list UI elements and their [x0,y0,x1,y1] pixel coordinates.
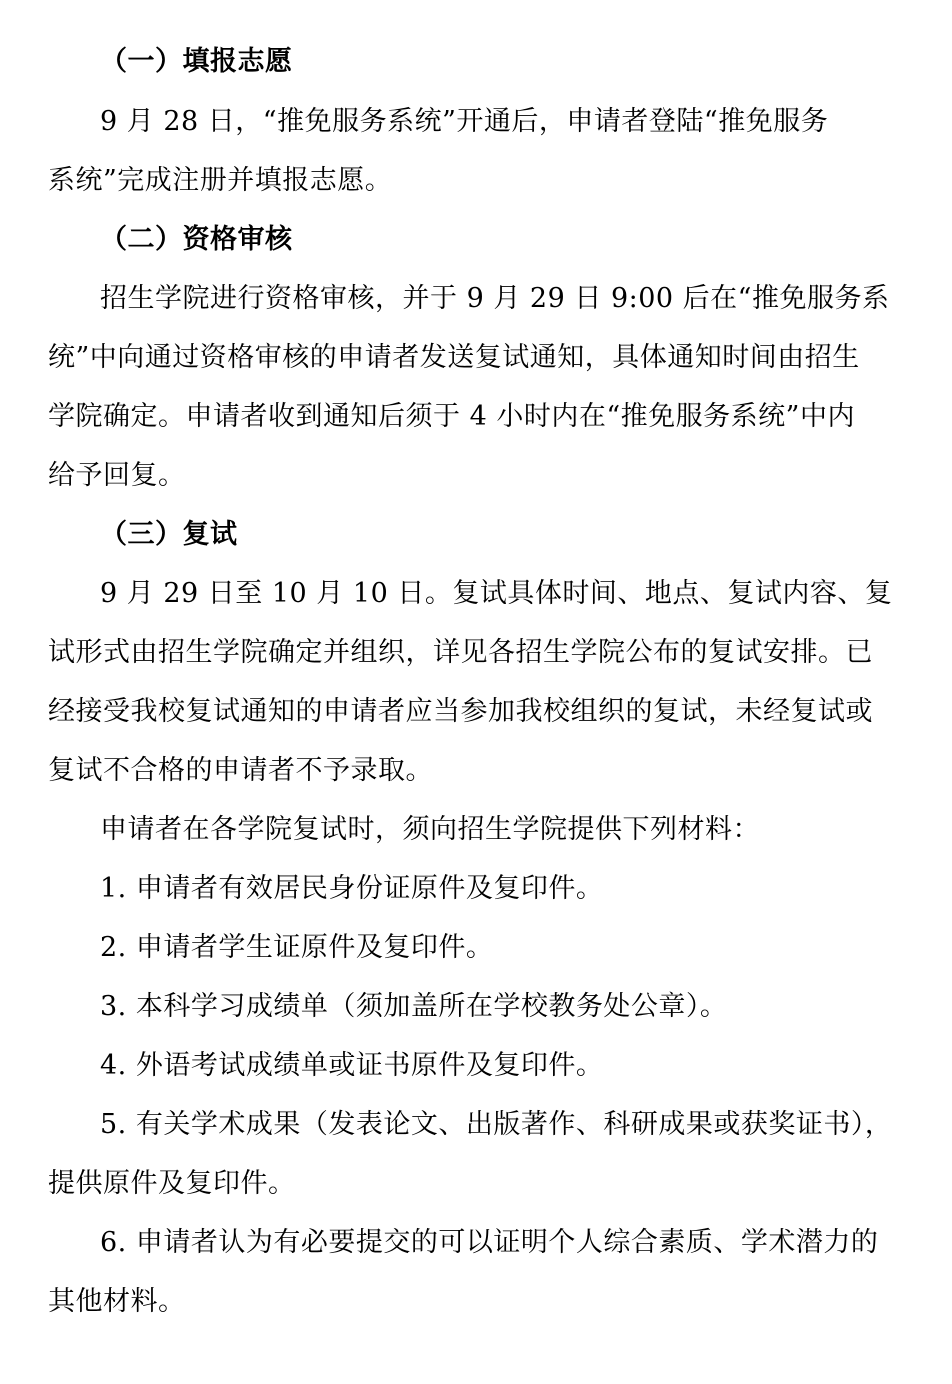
section-heading-2: （二）资格审核 [100,224,293,255]
paragraph-line: 统”中向通过资格审核的申请者发送复试通知，具体通知时间由招生 [48,342,860,373]
paragraph-line: 9 月 29 日至 10 月 10 日。复试具体时间、地点、复试内容、复 [100,578,893,609]
section-heading-3: （三）复试 [100,519,238,550]
paragraph-line: 经接受我校复试通知的申请者应当参加我校组织的复试，未经复试或 [48,696,873,727]
material-item-2: 2. 申请者学生证原件及复印件。 [100,932,494,963]
paragraph-line: 系统”完成注册并填报志愿。 [48,165,393,196]
paragraph-line: 试形式由招生学院确定并组织，详见各招生学院公布的复试安排。已 [48,637,873,668]
material-item-5-continued: 提供原件及复印件。 [48,1168,296,1199]
paragraph-line: 学院确定。申请者收到通知后须于 4 小时内在“推免服务系统”中内 [48,401,855,432]
section-heading-1: （一）填报志愿 [100,46,293,77]
material-item-6-continued: 其他材料。 [48,1286,186,1317]
material-item-6: 6. 申请者认为有必要提交的可以证明个人综合素质、学术潜力的 [100,1227,879,1258]
paragraph-line: 招生学院进行资格审核，并于 9 月 29 日 9:00 后在“推免服务系 [100,283,890,314]
paragraph-line: 给予回复。 [48,460,186,491]
material-item-3: 3. 本科学习成绩单（须加盖所在学校教务处公章）。 [100,991,728,1022]
material-item-5: 5. 有关学术成果（发表论文、出版著作、科研成果或获奖证书）， [100,1109,893,1140]
materials-intro: 申请者在各学院复试时，须向招生学院提供下列材料： [100,814,760,845]
paragraph-line: 复试不合格的申请者不予录取。 [48,755,433,786]
paragraph-line: 9 月 28 日，“推免服务系统”开通后，申请者登陆“推免服务 [100,106,829,137]
material-item-4: 4. 外语考试成绩单或证书原件及复印件。 [100,1050,604,1081]
material-item-1: 1. 申请者有效居民身份证原件及复印件。 [100,873,604,904]
